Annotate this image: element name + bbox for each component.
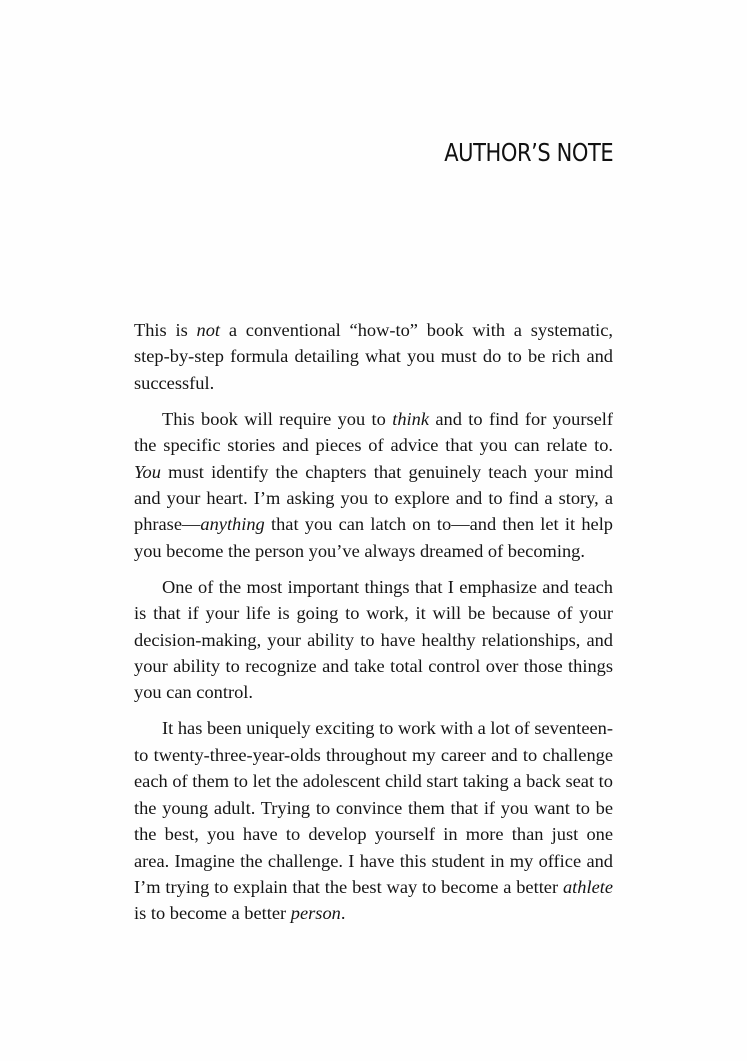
text-segment: that you can latch on to—and then let it help you become the person you’ve always dreamed of becoming. [134, 514, 613, 561]
text-segment: . [340, 903, 346, 924]
body-text [134, 317, 613, 936]
text-segment: This is [134, 320, 197, 340]
text-segment: is to become a better [134, 903, 291, 924]
text-segment: It has been uniquely exciting to work with a lot of seventeen- to twenty-three-year-olds throughout my career and to challenge each of them to let the adolescent child start taking a back seat to the young adult. Trying to convince them that if you want to be the best, you have to develop yourself in more than just one area. Imagine the challenge. I have this student in my office and I’m trying to explain that the best way to become a better [134, 718, 613, 897]
chapter-title: AUTHOR’S NOTE [443, 138, 613, 167]
text-segment: One of the most important things that I emphasize and teach is that if your life is going to work, it will be because of your decision-making, your ability to have healthy relationships, and your ability to recognize and take total control over those things you can control. [134, 576, 613, 703]
emphasis-text: think [392, 408, 429, 429]
text-segment: a conventional “how-to” book with a systematic, step-by-step formula detailing what you must do to be rich and successful. [134, 320, 613, 393]
paragraph-4 [134, 715, 613, 926]
emphasis-text: not [196, 320, 221, 340]
emphasis-text: You [134, 461, 161, 482]
paragraph-3 [134, 574, 613, 706]
text-segment: This book will require you to [162, 408, 393, 429]
paragraph-2 [134, 406, 613, 564]
emphasis-text: anything [200, 514, 265, 535]
text-segment: and to find for yourself the specific stories and pieces of advice that you can relate to. [134, 408, 613, 456]
text-segment: must identify the chapters that genuinely teach your mind and your heart. I’m asking you to explore and to find a story, a phrase— [134, 461, 613, 535]
paragraph-1 [134, 317, 613, 396]
emphasis-text: athlete [562, 876, 613, 897]
emphasis-text: person [290, 903, 341, 924]
